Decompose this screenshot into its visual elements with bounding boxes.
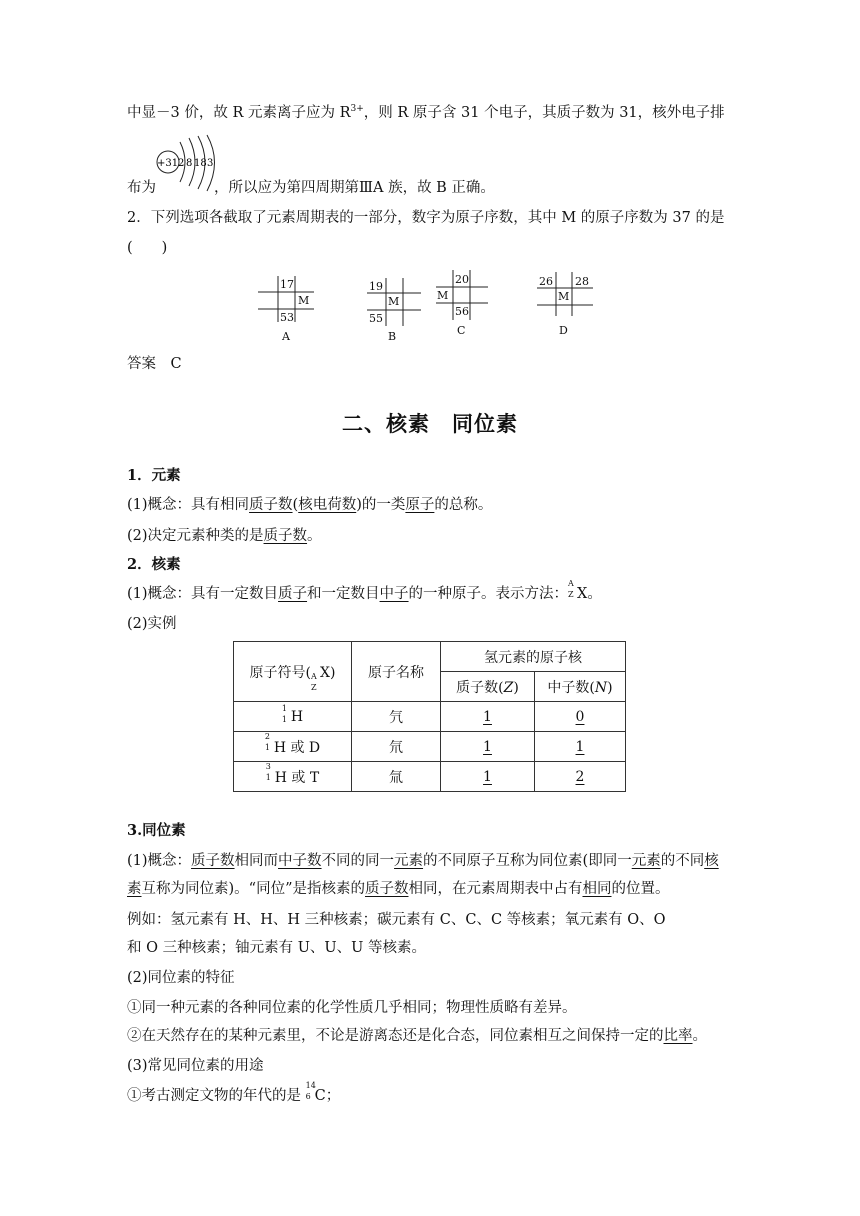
- s1-p1: (1)概念：具有相同质子数(核电荷数)的一类原子的总称。: [127, 497, 493, 513]
- row-protons: 1: [441, 702, 535, 732]
- s1-p2: (2)决定元素种类的是质子数。: [127, 528, 322, 544]
- option-b: [367, 274, 427, 346]
- s3-line8: (3)常见同位素的用途: [127, 1058, 264, 1074]
- option-d-right: 28: [575, 275, 589, 288]
- s3-line2: 素互称为同位素)。“同位”是指核素的质子数相同，在元素周期表中占有相同的位置。: [127, 881, 670, 897]
- intro-line-1: 中显－3 价，故 R 元素离子应为 $R^{3+}$，则 R 原子含 31 个电子，其质子数为 31，核外电子排: [127, 104, 725, 121]
- header-name: 原子名称: [352, 642, 441, 702]
- row-neutrons: 0: [535, 702, 626, 732]
- nuclide-table: [233, 641, 626, 792]
- option-a-top: 17: [280, 278, 294, 291]
- row-name: 氚: [352, 762, 441, 792]
- option-d: [537, 272, 597, 344]
- row-name: 氘: [352, 732, 441, 762]
- s3-line6: ①同一种元素的各种同位素的化学性质几乎相同；物理性质略有差异。: [127, 1000, 577, 1016]
- row-protons: 1: [441, 762, 535, 792]
- row-neutrons: 2: [535, 762, 626, 792]
- option-a-label: A: [282, 330, 290, 343]
- intro-line-2: 布为 ，所以应为第四周期第ⅢA 族，故 B 正确。: [127, 180, 495, 196]
- row-symbol: 1 1 H: [234, 702, 352, 732]
- header-group: 氢元素的原子核: [441, 642, 626, 672]
- option-d-left: 26: [539, 275, 553, 288]
- row-name: 氕: [352, 702, 441, 732]
- option-b-label: B: [388, 330, 397, 343]
- row-protons: 1: [441, 732, 535, 762]
- s3-line9: ①考古测定文物的年代的是 14 6 C；: [127, 1081, 341, 1104]
- option-c-top: 20: [455, 273, 469, 286]
- option-a-bottom: 53: [280, 311, 294, 324]
- header-n: 中子数(N): [535, 672, 626, 702]
- option-c-bottom: 56: [455, 305, 469, 318]
- section-title: 二、核素 同位素: [342, 411, 518, 436]
- s3-heading: 3.同位素: [127, 822, 186, 839]
- option-b-m: M: [388, 295, 400, 308]
- option-a: [258, 272, 318, 344]
- s3-line1: (1)概念：质子数相同而中子数不同的同一元素的不同原子互称为同位素(即同一元素的不同核: [127, 853, 719, 869]
- s3-line7: ②在天然存在的某种元素里，不论是游离态还是化合态，同位素相互之间保持一定的比率。: [127, 1028, 707, 1044]
- option-a-m: M: [298, 294, 310, 307]
- row-symbol: 3 1 H 或 T: [234, 762, 352, 792]
- s3-line4: 和 O 三种核素；铀元素有 U、U、U 等核素。: [127, 940, 426, 956]
- s1-heading: 1．元素: [127, 467, 181, 484]
- option-c-m: M: [437, 289, 449, 302]
- answer: 答案 C: [127, 356, 182, 372]
- svg-text:+31: +31: [157, 158, 179, 169]
- option-c: [436, 270, 496, 342]
- question-stem: 2．下列选项各截取了元素周期表的一部分，数字为原子序数，其中 M 的原子序数为 37 的是: [127, 210, 725, 226]
- header-z: 质子数(Z): [441, 672, 535, 702]
- svg-text:8: 8: [186, 158, 193, 169]
- svg-text:3: 3: [207, 158, 214, 169]
- svg-text:18: 18: [194, 158, 207, 169]
- row-neutrons: 1: [535, 732, 626, 762]
- s3-line3: 例如：氢元素有 H、H、H 三种核素；碳元素有 C、C、C 等核素；氧元素有 O、O: [127, 912, 666, 928]
- svg-text:2: 2: [178, 158, 185, 169]
- option-b-bottom: 55: [369, 312, 383, 325]
- header-symbol: 原子符号( A Z X): [234, 642, 352, 702]
- s2-p2: (2)实例: [127, 616, 177, 632]
- row-symbol: 2 1 H 或 D: [234, 732, 352, 762]
- option-b-left: 19: [369, 280, 383, 293]
- option-d-m: M: [558, 290, 570, 303]
- option-c-label: C: [457, 324, 466, 337]
- s2-p1: (1)概念：具有一定数目质子和一定数目中子的一种原子。表示方法： A Z X。: [127, 579, 602, 602]
- option-d-label: D: [559, 324, 568, 337]
- s3-line5: (2)同位素的特征: [127, 970, 235, 986]
- question-paren: ( ): [127, 240, 168, 256]
- s2-heading: 2．核素: [127, 556, 181, 573]
